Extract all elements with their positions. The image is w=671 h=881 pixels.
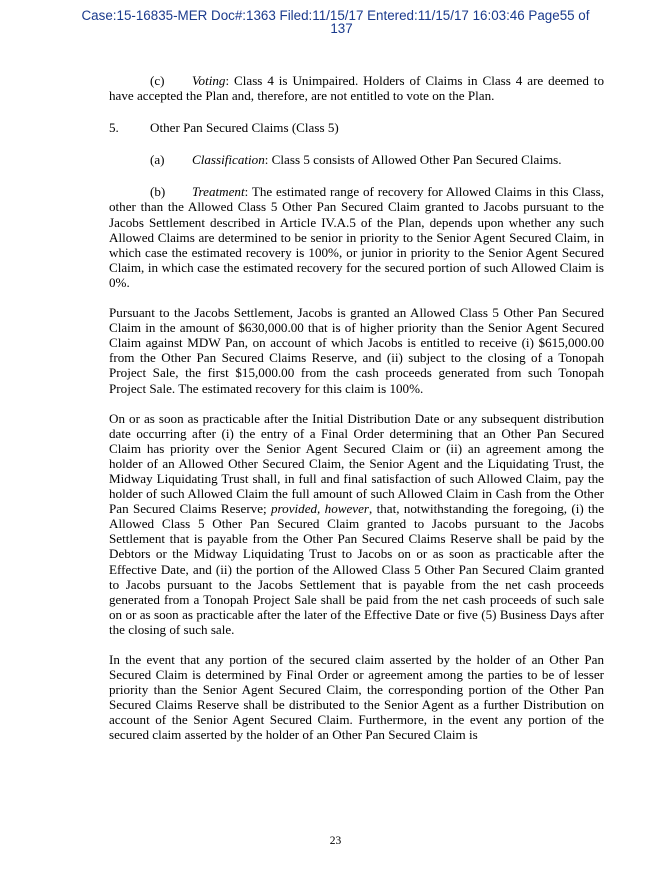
section-5-number: 5.: [109, 120, 119, 136]
treatment-paragraph: [109, 184, 604, 290]
distribution-text-after: , that, notwithstanding the foregoing, (i) the Allowed Class 5 Other Pan Secured Claim granted to Jacobs pursuant to the Jacobs Settlement that is payable from the Other Pan Secured Claims Reserve shall be paid by the Debtors or the Midway Liquidating Trust to Jacobs on or as soon as practicable after the Effective Date, and (ii) the portion of the Allowed Class 5 Other Pan Secured Claim granted to Jacobs pursuant to the Jacobs Settlement that is payable from the net cash proceeds generated from a Tonopah Project Sale shall be paid from the net cash proceeds of such sale on or as soon as practicable after the later of the Effective Date or five (5) Business Days after the closing of such sale.: [109, 501, 605, 637]
classification-title: Classification: [192, 152, 265, 168]
page-number: 23: [329, 835, 342, 847]
distribution-proviso: provided, however: [271, 501, 370, 517]
voting-label: (c): [150, 73, 165, 88]
classification-label: (a): [150, 152, 165, 168]
lesser-priority-paragraph: In the event that any portion of the secured claim asserted by the holder of an Other Pan Secured Claim is determined by Final Order or agreement among the parties to be of lesser priority than the Senior Agent Secured Claim, the corresponding portion of the Other Pan Secured Claims Reserve shall be distributed to the Senior Agent as a further Distribution on account of the Senior Agent Secured Claim. Furthermore, in the event any portion of the secured claim asserted by the holder of an Other Pan Secured Claim is: [109, 652, 604, 743]
classification-text: : Class 5 consists of Allowed Other Pan Secured Claims.: [264, 152, 562, 168]
section-5-heading: [109, 120, 604, 135]
treatment-text: : The estimated range of recovery for Allowed Claims in this Class, other than the Allowed Class 5 Other Pan Secured Claim granted to Jacobs pursuant to the Jacobs Settlement described in Article IV.A.5 of the Plan, depends upon whether any such Allowed Claims are determined to be senior in priority to the Senior Agent Secured Claim, in which case the estimated recovery is 100%, or junior in priority to the Senior Agent Secured Claim, in which case the estimated recovery for the secured portion of such Allowed Claim is 0%.: [109, 184, 604, 290]
treatment-title: Treatment: [192, 184, 245, 200]
filing-header-line1: Case:15-16835-MER Doc#:1363 Filed:11/15/17 Entered:11/15/17 16:03:46 Page55 of: [81, 8, 590, 23]
voting-paragraph: [109, 73, 604, 103]
treatment-label: (b): [150, 184, 166, 200]
distribution-paragraph: [109, 411, 604, 637]
court-filing-header: [0, 9, 671, 35]
classification-paragraph: [109, 152, 604, 167]
jacobs-settlement-paragraph: Pursuant to the Jacobs Settlement, Jacobs is granted an Allowed Class 5 Other Pan Secured Claim in the amount of $630,000.00 that is of higher priority than the Senior Agent Secured Claim against MDW Pan, on account of which Jacobs is entitled to receive (i) $615,000.00 from the Other Pan Secured Claims Reserve, and (ii) subject to the closing of a Tonopah Project Sale, the first $15,000.00 from the cash proceeds generated from such Tonopah Project Sale. The estimated recovery for this claim is 100%.: [109, 305, 604, 396]
section-5-title: Other Pan Secured Claims (Class 5): [150, 120, 339, 136]
filing-header-line2: 137: [330, 21, 353, 36]
voting-title: Voting: [192, 73, 226, 88]
voting-text: : Class 4 is Unimpaired. Holders of Claims in Class 4 are deemed to have accepted the Plan and, therefore, are not entitled to vote on the Plan.: [109, 73, 604, 104]
distribution-text-before: On or as soon as practicable after the Initial Distribution Date or any subsequent distribution date occurring after (i) the entry of a Final Order determining that an Other Pan Secured Claim has priority over the Senior Agent Secured Claim or (ii) an agreement among the holder of an Allowed Other Secured Claim, the Senior Agent and the Liquidating Trust, the Midway Liquidating Trust shall, in full and final satisfaction of such Allowed Claim, pay the holder of such Allowed Claim the full amount of such Allowed Claim in Cash from the Other Pan Secured Claims Reserve;: [109, 410, 604, 517]
document-body: [109, 73, 604, 743]
